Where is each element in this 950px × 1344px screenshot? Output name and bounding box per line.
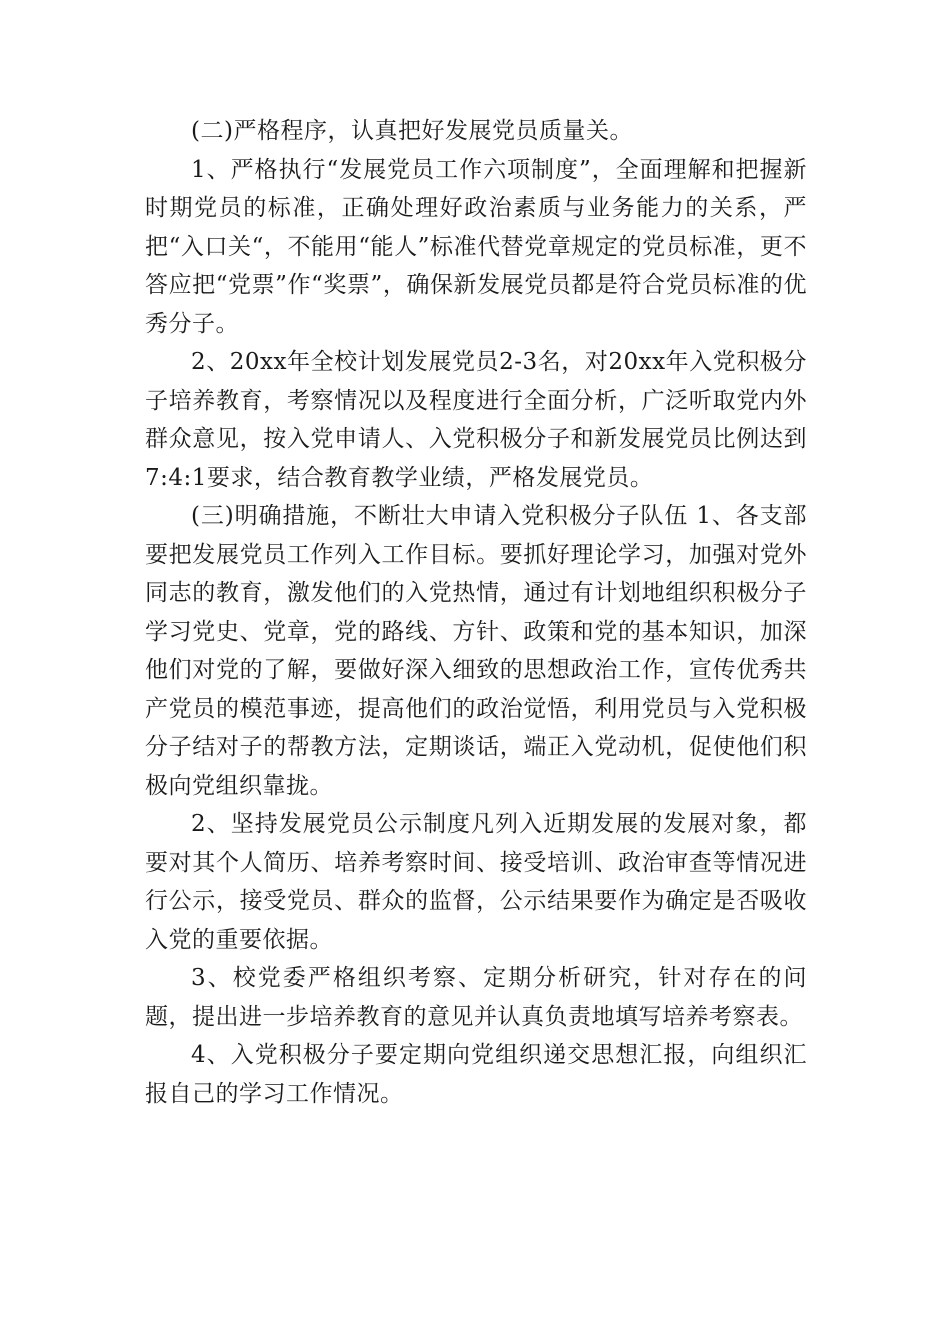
paragraph-item-1: 1、严格执行“发展党员工作六项制度”，全面理解和把握新时期党员的标准，正确处理好政治素质与业务能力的关系，严把“入口关“，不能用“能人”标准代替党章规定的党员标准，更不答应把“党票”作“奖票”，确保新发展党员都是符合党员标准的优秀分子。 (145, 156, 807, 337)
document-body (145, 112, 807, 1113)
section-heading-three: (三)明确措施，不断壮大申请入党积极分子队伍 1、各支部要把发展党员工作列入工作目标。要抓好理论学习，加强对党外同志的教育，激发他们的入党热情，通过有计划地组织积极分子学习党史、党章，党的路线、方针、政策和党的基本知识，加深他们对党的了解，要做好深入细致的思想政治工作，宣传优秀共产党员的模范事迹，提高他们的政治觉悟，利用党员与入党积极分子结对子的帮教方法，定期谈话，端正入党动机，促使他们积极向党组织靠拢。 (145, 503, 807, 799)
paragraph-publicity: 2、坚持发展党员公示制度凡列入近期发展的发展对象，都要对其个人简历、培养考察时间、接受培训、政治审查等情况进行公示，接受党员、群众的监督，公示结果要作为确定是否吸收入党的重要依据。 (145, 811, 807, 953)
paragraph-item-2: 2、20xx年全校计划发展党员2-3名，对20xx年入党积极分子培养教育，考察情况以及程度进行全面分析，广泛听取党内外群众意见，按入党申请人、入党积极分子和新发展党员比例达到7:4:1要求，结合教育教学业绩，严格发展党员。 (145, 349, 807, 491)
section-heading-two: (二)严格程序，认真把好发展党员质量关。 (191, 118, 633, 144)
paragraph-committee: 3、校党委严格组织考察、定期分析研究，针对存在的问题，提出进一步培养教育的意见并认真负责地填写培养考察表。 (145, 965, 807, 1030)
paragraph-reports: 4、入党积极分子要定期向党组织递交思想汇报，向组织汇报自己的学习工作情况。 (145, 1042, 807, 1107)
